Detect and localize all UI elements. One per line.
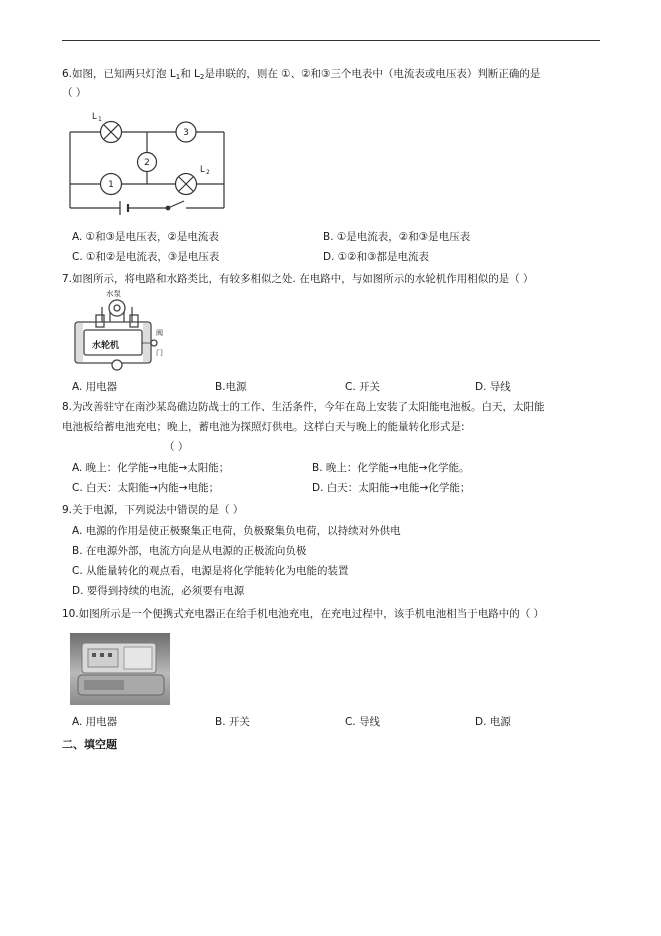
q6-option-d[interactable]: D. ①②和③都是电流表	[323, 251, 429, 263]
header-rule	[62, 40, 600, 41]
q8-stem-line2: 电池板给蓄电池充电；晚上，蓄电池为探照灯供电。这样白天与晚上的能量转化形式是:	[62, 421, 465, 433]
valve-label-bottom: 门	[156, 349, 163, 357]
lamp-l2-label: L	[200, 165, 205, 175]
lamp-l2-subscript: 2	[206, 169, 210, 176]
section-2-title: 二、填空题	[62, 738, 117, 751]
q7-stem: 7.如图所示，将电路和水路类比，有较多相似之处. 在电路中，与如图所示的水轮机作用相似的是（ ）	[62, 273, 534, 285]
pump-label: 水泵	[106, 289, 121, 298]
q6-paren: （ ）	[62, 87, 87, 99]
q8-option-c[interactable]: C. 白天：太阳能→内能→电能；	[72, 482, 220, 494]
q7-option-a[interactable]: A. 用电器	[72, 381, 118, 393]
charger-photo	[70, 633, 170, 705]
q10-option-a[interactable]: A. 用电器	[72, 716, 118, 728]
q8-option-b[interactable]: B. 晚上：化学能→电能→化学能。	[312, 462, 470, 474]
q9-option-b[interactable]: B. 在电源外部，电流方向是从电源的正极流向负极	[72, 545, 307, 557]
q8-stem-line1: 8.为改善驻守在南沙某岛礁边防战士的工作、生活条件，今年在岛上安装了太阳能电池板。白天，太阳能	[62, 401, 545, 413]
q9-stem: 9.关于电源，下列说法中错误的是（ ）	[62, 504, 244, 516]
meter-1-label: 1	[108, 180, 114, 190]
q6-option-c[interactable]: C. ①和②是电流表，③是电压表	[72, 251, 220, 263]
q6-circuit-diagram	[68, 110, 228, 216]
q10-option-c[interactable]: C. 导线	[345, 716, 381, 728]
q7-option-b[interactable]: B.电源	[215, 381, 247, 393]
meter-2-label: 2	[144, 158, 150, 168]
valve-label-top: 阀	[156, 329, 163, 337]
q8-paren: （ ）	[164, 441, 189, 453]
lamp-l1-label: L	[92, 112, 97, 122]
q6-option-b[interactable]: B. ①是电流表，②和③是电压表	[323, 231, 471, 243]
q6-option-a[interactable]: A. ①和③是电压表，②是电流表	[72, 231, 219, 243]
q8-option-d[interactable]: D. 白天：太阳能→电能→化学能；	[312, 482, 471, 494]
turbine-label: 水轮机	[92, 341, 120, 351]
q10-option-b[interactable]: B. 开关	[215, 716, 250, 728]
q10-stem: 10.如图所示是一个便携式充电器正在给手机电池充电，在充电过程中，该手机电池相当于电路中的（ ）	[62, 608, 545, 620]
q7-water-circuit-diagram	[72, 291, 164, 373]
q9-option-c[interactable]: C. 从能量转化的观点看，电源是将化学能转化为电能的装置	[72, 565, 349, 577]
q9-option-d[interactable]: D. 要得到持续的电流，必须要有电源	[72, 585, 245, 597]
q7-option-d[interactable]: D. 导线	[475, 381, 511, 393]
q10-option-d[interactable]: D. 电源	[475, 716, 511, 728]
q6-stem: 6.如图，已知两只灯泡 $L_1$和 $L_2$是串联的，则在 ①、②和③三个电表中（电流表或电压表）判断正确的是	[62, 68, 541, 81]
lamp-l1-subscript: 1	[98, 116, 102, 123]
q9-option-a[interactable]: A. 电源的作用是使正极聚集正电荷，负极聚集负电荷，以持续对外供电	[72, 525, 401, 537]
meter-3-label: 3	[183, 128, 189, 138]
q7-option-c[interactable]: C. 开关	[345, 381, 381, 393]
q8-option-a[interactable]: A. 晚上：化学能→电能→太阳能；	[72, 462, 230, 474]
